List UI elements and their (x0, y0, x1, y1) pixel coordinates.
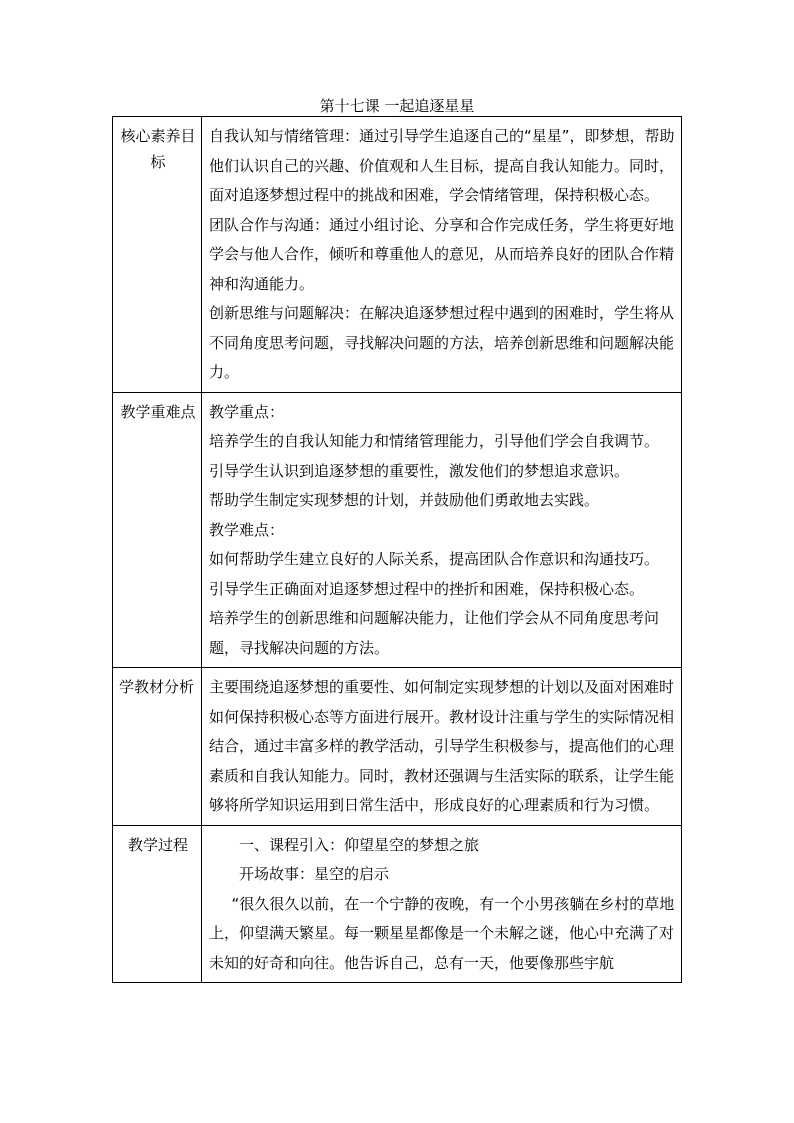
paragraph: 创新思维与问题解决：在解决追逐梦想过程中遇到的困难时，学生将从不同角度思考问题，寻找解决问题的方法，培养创新思维和问题解决能力。 (209, 304, 675, 381)
table-row-process (113, 825, 682, 983)
row-label-process: 教学过程 (113, 825, 202, 983)
paragraph: 开场故事：星空的启示 (239, 865, 390, 883)
table-row-goals (113, 117, 682, 393)
page-title: 第十七课 一起追逐星星 (319, 97, 475, 115)
row-content-process (202, 825, 682, 983)
paragraph: 团队合作与沟通：通过小组讨论、分享和合作完成任务，学生将更好地学会与他人合作，倾听和尊重他人的意见，从而培养良好的团队合作精神和沟通能力。 (209, 215, 675, 293)
paragraph: 引导学生认识到追逐梦想的重要性，激发他们的梦想追求意识。 (209, 461, 630, 480)
paragraph: 帮助学生制定实现梦想的计划，并鼓励他们勇敢地去实践。 (209, 491, 600, 509)
paragraph: 培养学生的自我认知能力和情绪管理能力，引导他们学会自我调节。 (209, 432, 660, 450)
row-label-materials: 学教材分析 (113, 668, 202, 826)
paragraph: 如何帮助学生建立良好的人际关系，提高团队合作意识和沟通技巧。 (209, 550, 660, 568)
paragraph: “很久很久以前，在一个宁静的夜晚，有一个小男孩躺在乡村的草地上，仰望满天繁星。每一颗星星都像是一个未解之谜，他心中充满了对未知的好奇和向往。他告诉自己，总有一天，他要像那些宇航 (209, 894, 675, 972)
lesson-plan-table (112, 116, 682, 983)
row-content-goals (202, 117, 682, 393)
paragraph: 一、课程引入：仰望星空的梦想之旅 (239, 835, 480, 854)
row-content-materials (202, 668, 682, 826)
row-label-key-points: 教学重难点 (113, 392, 202, 668)
paragraph: 教学难点： (209, 520, 285, 539)
paragraph: 主要围绕追逐梦想的重要性、如何制定实现梦想的计划以及面对困难时如何保持积极心态等方面进行展开。教材设计注重与学生的实际情况相结合，通过丰富多样的教学活动，引导学生积极参与，提高他们的心理素质和自我认知能力。同时，教材还强调与生活实际的联系，让学生能够将所学知识运用到日常生活中，形成良好的心理素质和行为习惯。 (209, 678, 675, 814)
row-content-key-points (202, 392, 682, 668)
table-row-materials (113, 668, 682, 826)
paragraph: 培养学生的创新思维和问题解决能力，让他们学会从不同角度思考问题，寻找解决问题的方法。 (209, 609, 660, 657)
row-label-goals: 核心素养目标 (113, 117, 202, 393)
paragraph: 教学重点： (209, 402, 285, 421)
table-row-key-points (113, 392, 682, 668)
paragraph: 自我认知与情绪管理：通过引导学生追逐自己的“星星”，即梦想，帮助他们认识自己的兴趣、价值观和人生目标，提高自我认知能力。同时，面对追逐梦想过程中的挑战和困难，学会情绪管理，保持积极心态。 (209, 127, 675, 204)
paragraph: 引导学生正确面对追逐梦想过程中的挫折和困难，保持积极心态。 (209, 579, 645, 598)
